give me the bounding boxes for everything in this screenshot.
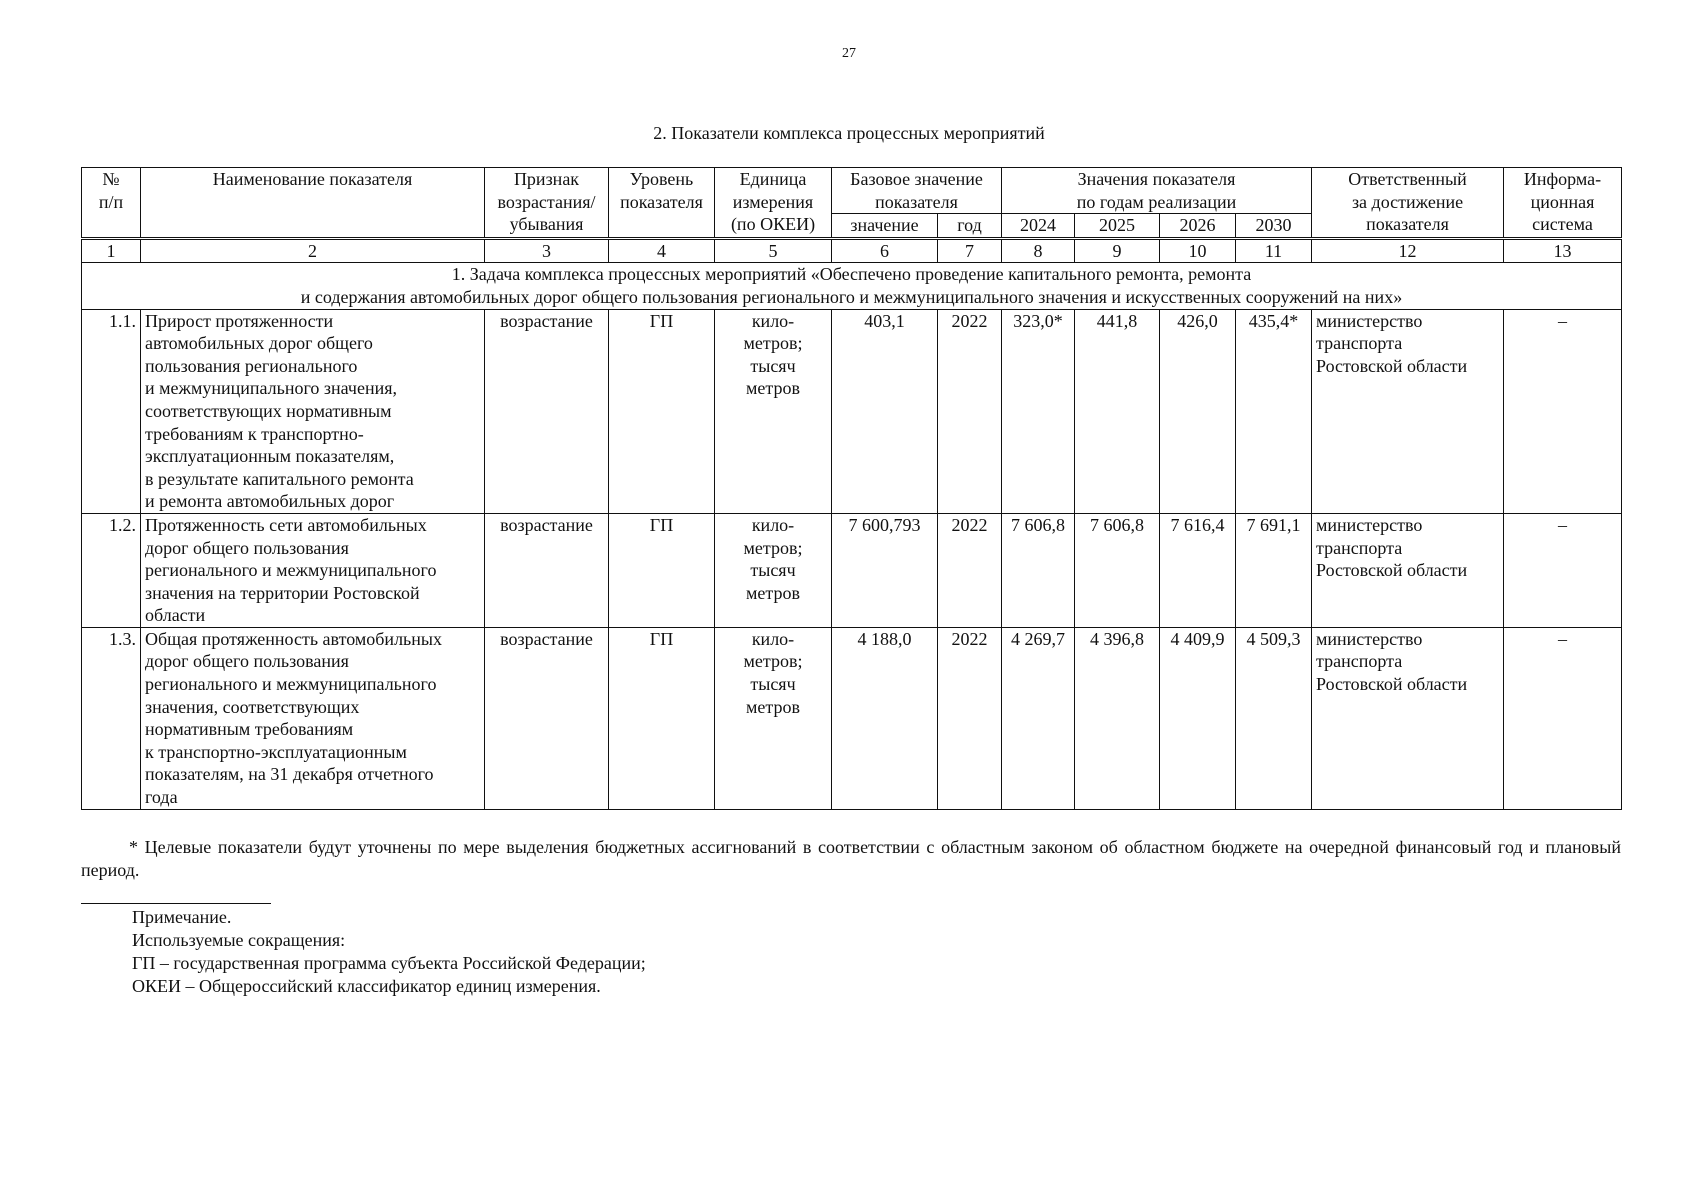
row-info-system: – <box>1504 627 1622 809</box>
row-name: Протяженность сети автомобильных дорог общего пользования регионального и межмуниципального значения на территории Ростовской области <box>141 513 485 627</box>
column-number: 12 <box>1312 238 1504 263</box>
row-unit: кило- метров; тысяч метров <box>715 309 832 513</box>
row-value-2030: 435,4* <box>1236 309 1312 513</box>
row-num: 1.3. <box>82 627 141 809</box>
row-base-year: 2022 <box>938 627 1002 809</box>
column-number: 9 <box>1075 238 1160 263</box>
header-base: Базовое значение показателя <box>832 168 1002 214</box>
footnote: * Целевые показатели будут уточнены по мере выделения бюджетных ассигнований в соответствии с областным законом об областном бюджете на очередной финансовый год и плановый период. <box>81 837 1621 880</box>
column-number: 13 <box>1504 238 1622 263</box>
column-number: 2 <box>141 238 485 263</box>
header-info-system: Информа- ционная система <box>1504 168 1622 239</box>
column-number-row <box>82 238 1622 263</box>
header-year-2026: 2026 <box>1160 214 1236 239</box>
row-level: ГП <box>609 627 715 809</box>
row-level: ГП <box>609 309 715 513</box>
row-unit: кило- метров; тысяч метров <box>715 513 832 627</box>
abbreviation-gp: ГП – государственная программа субъекта Российской Федерации; <box>132 953 646 973</box>
row-value-2030: 7 691,1 <box>1236 513 1312 627</box>
column-number: 1 <box>82 238 141 263</box>
row-unit: кило- метров; тысяч метров <box>715 627 832 809</box>
header-level: Уровень показателя <box>609 168 715 239</box>
row-value-2026: 426,0 <box>1160 309 1236 513</box>
row-value-2030: 4 509,3 <box>1236 627 1312 809</box>
row-sign: возрастание <box>485 513 609 627</box>
row-sign: возрастание <box>485 627 609 809</box>
header-year-2025: 2025 <box>1075 214 1160 239</box>
column-number: 6 <box>832 238 938 263</box>
row-num: 1.2. <box>82 513 141 627</box>
row-num: 1.1. <box>82 309 141 513</box>
section-title: 2. Показатели комплекса процессных мероприятий <box>653 123 1045 143</box>
header-base-year: год <box>938 214 1002 239</box>
row-base-value: 403,1 <box>832 309 938 513</box>
notes-heading: Примечание. <box>132 907 232 927</box>
task-row <box>82 263 1622 309</box>
column-number: 4 <box>609 238 715 263</box>
header-responsible: Ответственный за достижение показателя <box>1312 168 1504 239</box>
header-values-by-year: Значения показателя по годам реализации <box>1002 168 1312 214</box>
row-value-2024: 7 606,8 <box>1002 513 1075 627</box>
column-number: 3 <box>485 238 609 263</box>
row-value-2025: 441,8 <box>1075 309 1160 513</box>
row-value-2025: 4 396,8 <box>1075 627 1160 809</box>
row-name: Общая протяженность автомобильных дорог общего пользования регионального и межмуниципального значения, соответствующих нормативным требованиям к транспортно-эксплуатационным показателям, на 31 декабря отчетного года <box>141 627 485 809</box>
table-row <box>82 627 1622 809</box>
row-level: ГП <box>609 513 715 627</box>
row-sign: возрастание <box>485 309 609 513</box>
column-number: 7 <box>938 238 1002 263</box>
table-row <box>82 513 1622 627</box>
row-info-system: – <box>1504 309 1622 513</box>
row-info-system: – <box>1504 513 1622 627</box>
header-year-2024: 2024 <box>1002 214 1075 239</box>
header-year-2030: 2030 <box>1236 214 1312 239</box>
indicators-table <box>81 167 1622 810</box>
header-name: Наименование показателя <box>141 168 485 239</box>
column-number: 5 <box>715 238 832 263</box>
header-base-value: значение <box>832 214 938 239</box>
row-responsible: министерство транспорта Ростовской области <box>1312 627 1504 809</box>
table-row <box>82 309 1622 513</box>
abbreviation-okei: ОКЕИ – Общероссийский классификатор единиц измерения. <box>132 976 601 996</box>
notes <box>132 906 646 998</box>
row-value-2024: 4 269,7 <box>1002 627 1075 809</box>
page-number: 27 <box>842 46 856 61</box>
row-value-2026: 7 616,4 <box>1160 513 1236 627</box>
column-number: 8 <box>1002 238 1075 263</box>
header-unit: Единица измерения (по ОКЕИ) <box>715 168 832 239</box>
header-num: № п/п <box>82 168 141 239</box>
abbreviations-heading: Используемые сокращения: <box>132 930 346 950</box>
row-responsible: министерство транспорта Ростовской области <box>1312 309 1504 513</box>
column-number: 10 <box>1160 238 1236 263</box>
row-base-year: 2022 <box>938 513 1002 627</box>
divider <box>81 903 271 904</box>
row-name: Прирост протяженности автомобильных дорог общего пользования регионального и межмуниципального значения, соответствующих нормативным требованиям к транспортно- эксплуатационным показателям, в результате капитального ремонта и ремонта автомобильных дорог <box>141 309 485 513</box>
task-title: 1. Задача комплекса процессных мероприятий «Обеспечено проведение капитального ремонта, ремонта и содержания автомобильных дорог общего пользования регионального и межмуниципального значения и искусственных сооружений на них» <box>82 263 1622 309</box>
header-sign: Признак возрастания/ убывания <box>485 168 609 239</box>
row-base-value: 7 600,793 <box>832 513 938 627</box>
row-value-2025: 7 606,8 <box>1075 513 1160 627</box>
column-number: 11 <box>1236 238 1312 263</box>
row-value-2026: 4 409,9 <box>1160 627 1236 809</box>
row-base-value: 4 188,0 <box>832 627 938 809</box>
row-base-year: 2022 <box>938 309 1002 513</box>
header-row-1 <box>82 168 1622 214</box>
row-value-2024: 323,0* <box>1002 309 1075 513</box>
row-responsible: министерство транспорта Ростовской области <box>1312 513 1504 627</box>
